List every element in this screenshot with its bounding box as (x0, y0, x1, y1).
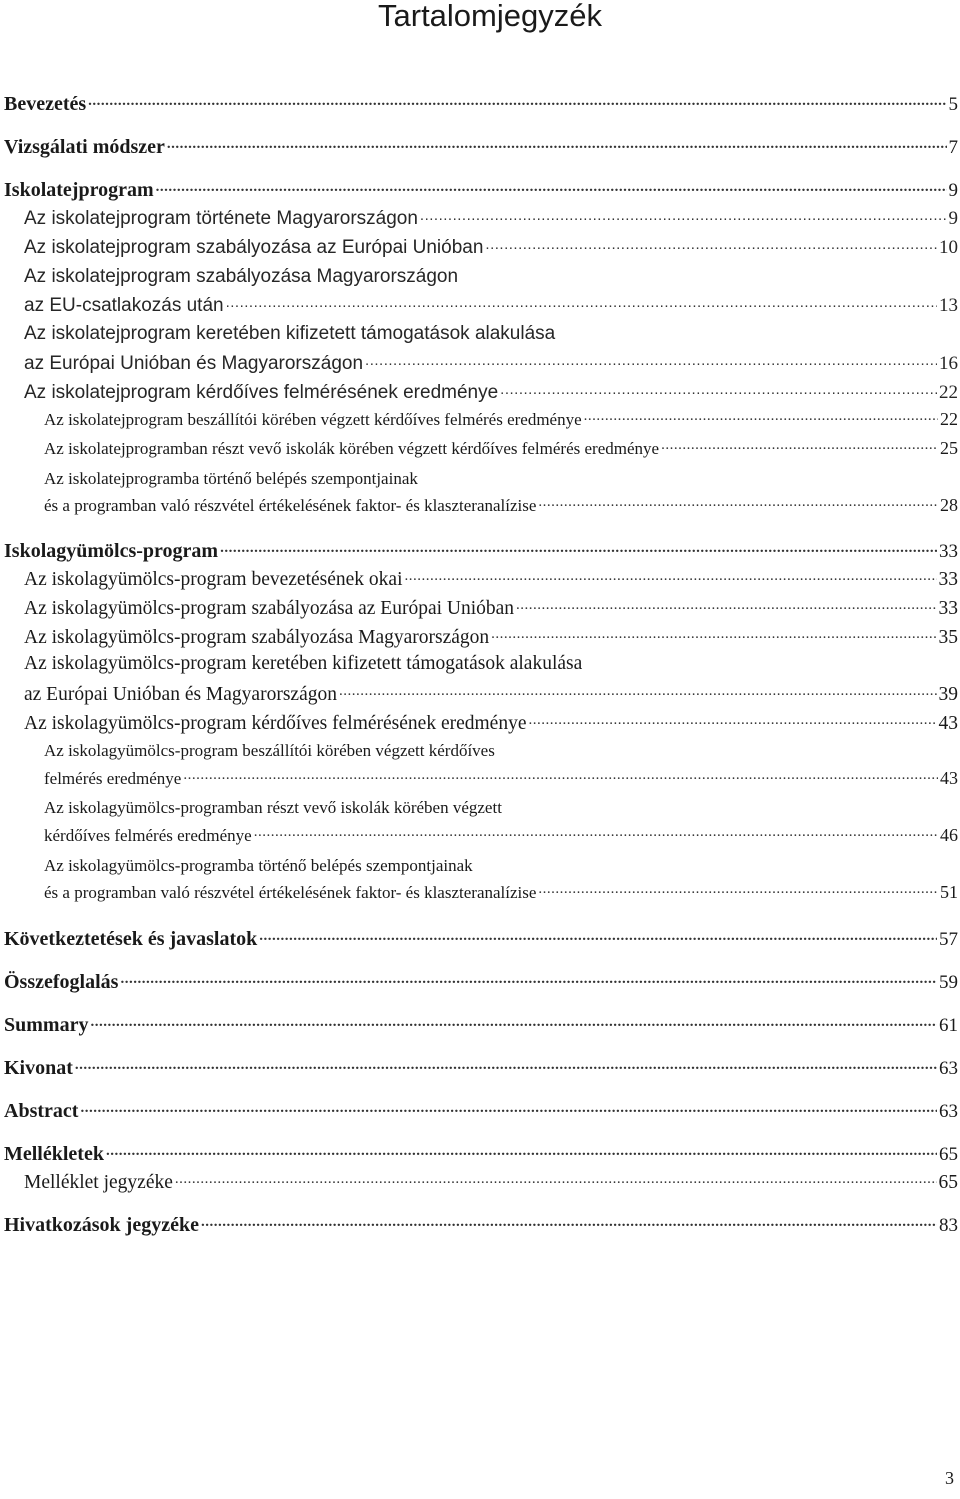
toc-entry[interactable] (44, 824, 958, 854)
toc-entry-page: 57 (939, 929, 958, 950)
dot-leader (405, 565, 937, 585)
toc-entry-page: 46 (940, 825, 958, 845)
toc-entry-title: Az iskolatejprogram kérdőíves felmérésének eredménye (24, 382, 499, 403)
toc-entry-page: 63 (939, 1058, 958, 1079)
toc-entry[interactable] (24, 594, 958, 624)
toc-entry[interactable] (24, 205, 958, 235)
page-number: 3 (945, 1468, 954, 1488)
toc-entry-page: 43 (938, 712, 958, 734)
dot-leader (75, 1054, 937, 1074)
toc-entry-page: 33 (938, 568, 958, 590)
toc-entry-page: 28 (940, 495, 958, 515)
toc-entry-page: 22 (940, 409, 958, 429)
toc-entry-page: 43 (940, 768, 958, 788)
toc-entry-title: és a programban való részvétel értékelésének faktor- és klaszteranalízise (44, 496, 537, 515)
dot-leader (120, 968, 937, 988)
dot-leader (90, 1011, 937, 1031)
dot-leader (528, 709, 936, 729)
toc-entry-page: 65 (938, 1171, 958, 1193)
toc-entry-title: Iskolatejprogram (4, 179, 154, 201)
dot-leader (516, 594, 936, 614)
toc-entry[interactable] (44, 437, 958, 467)
dot-leader (175, 1168, 937, 1188)
dot-leader (365, 350, 937, 369)
dot-leader (661, 437, 938, 454)
toc-entry-title: Vizsgálati módszer (4, 136, 165, 158)
toc-entry[interactable] (24, 680, 958, 710)
toc-entry-title: Következtetések és javaslatok (4, 928, 258, 950)
toc-entry[interactable] (4, 1011, 958, 1041)
toc-entry[interactable] (4, 1054, 958, 1084)
toc-entry-title: Abstract (4, 1100, 79, 1122)
dot-leader (485, 234, 937, 253)
toc-entry[interactable] (24, 565, 958, 595)
toc-entry-title: Melléklet jegyzéke (24, 1171, 173, 1193)
toc-entry-page: 51 (940, 882, 958, 902)
dot-leader (156, 176, 947, 196)
toc-entry-page: 59 (939, 972, 958, 993)
toc-entry[interactable] (24, 709, 958, 739)
dot-leader (420, 205, 947, 224)
dot-leader (167, 133, 947, 153)
toc-entry-page: 7 (948, 137, 958, 158)
toc-entry-title: Az iskolatejprogram beszállítói körében végzett kérdőíves felmérés eredménye (44, 410, 582, 429)
toc-entry[interactable] (4, 176, 958, 206)
toc-entry[interactable] (44, 408, 958, 438)
toc-entry-title: Összefoglalás (4, 971, 119, 993)
toc-entry-title: az Európai Unióban és Magyarországon (24, 683, 337, 705)
toc-entry-page: 9 (948, 180, 958, 201)
toc-entry-title: Summary (4, 1014, 89, 1036)
toc-entry-title: Hivatkozások jegyzéke (4, 1214, 199, 1236)
dot-leader (259, 925, 937, 945)
dot-leader (88, 90, 946, 110)
dot-leader (254, 824, 938, 841)
toc-entry-page: 61 (939, 1015, 958, 1036)
toc-entry[interactable] (24, 623, 958, 653)
toc-entry-page: 65 (939, 1144, 958, 1165)
dot-leader (538, 881, 938, 898)
toc-entry-title: Az iskolagyümölcs-program szabályozása Magyarországon (24, 626, 490, 648)
dot-leader (220, 537, 937, 557)
toc-entry-first-line: Az iskolagyümölcs-program keretében kifizetett támogatások alakulása (24, 653, 583, 674)
dot-leader (339, 680, 937, 700)
page-title: Tartalomjegyzék (378, 0, 602, 33)
dot-leader (538, 494, 938, 511)
toc-entry[interactable] (4, 1211, 958, 1241)
toc-entry[interactable] (4, 90, 958, 120)
toc-entry-title: Az iskolagyümölcs-program kérdőíves felmérésének eredménye (24, 712, 527, 734)
toc-entry[interactable] (24, 292, 958, 322)
toc-entry-title: Az iskolatejprogram szabályozása az Európai Unióban (24, 237, 484, 258)
toc-entry[interactable] (24, 350, 958, 380)
toc-entry[interactable] (24, 234, 958, 264)
toc-entry-title: Az iskolatejprogramban részt vevő iskolák körében végzett kérdőíves felmérés eredménye (44, 439, 660, 458)
toc-entry-first-line: Az iskolatejprogramba történő belépés szempontjainak (44, 469, 418, 488)
toc-entry-page: 10 (939, 237, 958, 258)
toc-entry-first-line: Az iskolagyümölcs-programban részt vevő iskolák körében végzett (44, 798, 502, 817)
toc-entry[interactable] (24, 379, 958, 409)
toc-entry-first-line: Az iskolagyümölcs-program beszállítói körében végzett kérdőíves (44, 741, 495, 760)
toc-entry-page: 5 (948, 94, 958, 115)
dot-leader (201, 1211, 937, 1231)
toc-entry-title: és a programban való részvétel értékelésének faktor- és klaszteranalízise (44, 883, 537, 902)
toc-entry-page: 35 (938, 626, 958, 648)
toc-entry-page: 25 (940, 438, 958, 458)
toc-entry-title: felmérés eredménye (44, 769, 182, 788)
toc-entry[interactable] (4, 968, 958, 998)
dot-leader (106, 1140, 937, 1160)
toc-entry-page: 13 (939, 295, 958, 316)
toc-entry-title: Mellékletek (4, 1143, 104, 1165)
toc-entry-page: 33 (938, 597, 958, 619)
toc-entry-page: 83 (939, 1215, 958, 1236)
toc-entry-title: Iskolagyümölcs-program (4, 540, 219, 562)
toc-entry[interactable] (4, 925, 958, 955)
toc-entry-title: kérdőíves felmérés eredménye (44, 826, 252, 845)
toc-entry-title: az Európai Unióban és Magyarországon (24, 353, 364, 374)
toc-entry-first-line: Az iskolagyümölcs-programba történő belépés szempontjainak (44, 856, 473, 875)
dot-leader (584, 408, 938, 425)
toc-entry-page: 63 (939, 1101, 958, 1122)
toc-entry-title: Az iskolagyümölcs-program szabályozása az Európai Unióban (24, 597, 515, 619)
toc-entry[interactable] (24, 1168, 958, 1198)
toc-entry-title: Az iskolagyümölcs-program bevezetésének okai (24, 568, 403, 590)
toc-entry[interactable] (44, 881, 958, 911)
toc-entry-first-line: Az iskolatejprogram szabályozása Magyarországon (24, 266, 459, 287)
toc-entry-title: Bevezetés (4, 93, 87, 115)
toc-entry-title: az EU-csatlakozás után (24, 295, 224, 316)
toc-entry-first-line: Az iskolatejprogram keretében kifizetett támogatások alakulása (24, 323, 556, 344)
toc-entry[interactable] (44, 494, 958, 524)
toc-entry-page: 39 (938, 683, 958, 705)
toc-entry-page: 16 (939, 353, 958, 374)
dot-leader (80, 1097, 937, 1117)
toc-entry-page: 33 (939, 541, 958, 562)
toc-entry[interactable] (4, 1097, 958, 1127)
dot-leader (183, 767, 938, 784)
dot-leader (500, 379, 937, 398)
toc-entry-title: Az iskolatejprogram története Magyarországon (24, 208, 418, 229)
dot-leader (491, 623, 936, 643)
toc-entry-title: Kivonat (4, 1057, 73, 1079)
toc-entry[interactable] (44, 767, 958, 797)
toc-entry[interactable] (4, 133, 958, 163)
toc-entry-page: 22 (939, 382, 958, 403)
toc-entry-page: 9 (948, 208, 958, 229)
dot-leader (226, 292, 937, 311)
toc-entry[interactable] (4, 537, 958, 567)
toc-entry[interactable] (4, 1140, 958, 1170)
